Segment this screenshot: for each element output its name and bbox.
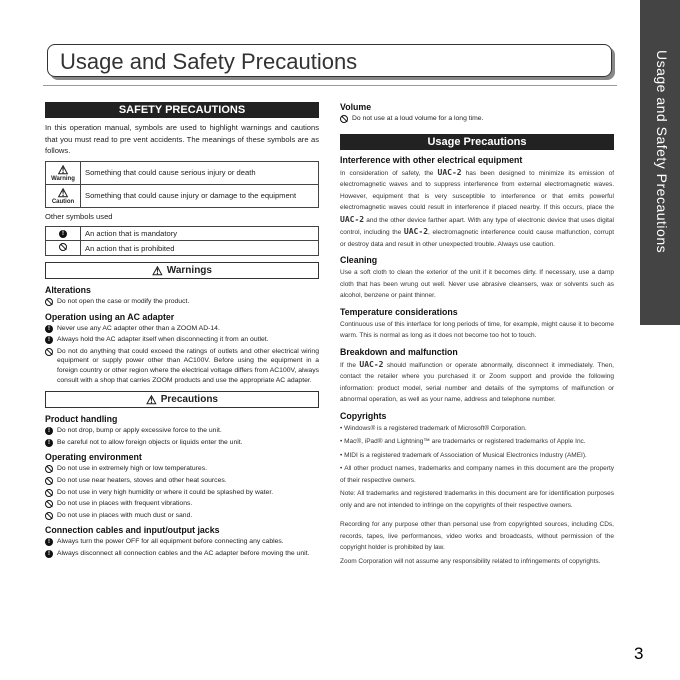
prohibited-icon: [59, 243, 67, 251]
list-item-text: Do not open the case or modify the product.: [57, 298, 190, 305]
prohibited-icon: [45, 489, 53, 497]
mandatory-icon: !: [45, 550, 53, 558]
warning-caution-table: [45, 161, 319, 208]
volume-heading: Volume: [340, 102, 372, 112]
breakdown-heading: Breakdown and malfunction: [340, 346, 458, 357]
cleaning-text: Use a soft cloth to clean the exterior of the unit if it becomes dirty. If necessary, use a damp cloth that has been wrung out well. Never use abrasive cleansers, wax or solvents such as alcohol, benzene or paint thinner.: [340, 269, 614, 300]
page-title: Usage and Safety Precautions: [60, 49, 358, 74]
interference-text: In consideration of safety, the UAC-2 has been designed to minimize its emission of electromagnetic waves and to suppress interference from external electromagnetic waves. However, equipment that is very susceptible to interference or that emits powerful electromagnetic waves could result in interference if placed nearby. If this occurs, place the UAC-2 and the other device farther apart. With any type of electronic device that uses digital control, including the UAC-2, electromagnetic interference could cause malfunction, corrupt or destroy data and result in other unexpected trouble. Always use caution.: [340, 167, 615, 248]
product-handling-heading: Product handling: [45, 414, 118, 425]
mandatory-icon: !: [45, 439, 53, 447]
other-symbols-label: Other symbols used: [45, 211, 113, 221]
copyright-item: • Windows® is a registered trademark of Microsoft® Corporation.: [340, 424, 527, 432]
model-name: UAC-2: [437, 167, 462, 177]
list-item-text: Do not use at a loud volume for a long time.: [352, 115, 484, 122]
list-item: [45, 537, 319, 547]
copyright-note: Note: All trademarks and registered trademarks in this document are for identification purposes only and are not intended to infringe on the copyrights of their respective owners.: [340, 490, 614, 509]
prohibited-icon: [45, 465, 53, 473]
mandatory-icon: !: [59, 230, 67, 238]
list-item-text: Do not use near heaters, stoves and other heat sources.: [57, 476, 227, 484]
prohibited-icon: [45, 500, 53, 508]
copyright-liability: Zoom Corporation will not assume any responsibility related to infringements of copyrights.: [340, 557, 601, 565]
side-tab-label: Usage and Safety Precautions: [654, 50, 670, 254]
warnings-header: [45, 262, 319, 279]
warning-text: Something that could cause serious injury or death: [85, 168, 256, 177]
title-divider: [43, 85, 617, 86]
list-item: [340, 114, 614, 124]
operating-environment-heading: Operating environment: [45, 452, 142, 463]
alterations-heading: Alterations: [45, 285, 91, 295]
usage-header: Usage Precautions: [340, 134, 614, 150]
breakdown-text: If the UAC-2 should malfunction or operate abnormally, disconnect it immediately. Then, contact the retailer where you purchased it or Zoom support and provide the following information: product model, serial number and details of the symptoms of malfunction or abnormal operation, as well as your name, address and telephone number.: [340, 359, 614, 404]
list-item: [45, 549, 319, 559]
precautions-header-label: Precautions: [160, 394, 218, 406]
safety-header: SAFETY PRECAUTIONS: [45, 102, 319, 118]
list-item-text: Do not drop, bump or apply excessive force to the unit.: [57, 427, 222, 435]
list-item-text: Never use any AC adapter other than a ZOOM AD-14.: [57, 324, 220, 332]
temperature-heading: Temperature considerations: [340, 306, 458, 317]
copyright-item: • MIDI is a registered trademark of Association of Musical Electronics Industry (AMEI).: [340, 451, 587, 459]
list-item: [45, 499, 319, 509]
copyright-item: • Mac®, iPad® and Lightning™ are trademarks or registered trademarks of Apple Inc.: [340, 438, 586, 446]
precautions-header: [45, 391, 319, 408]
mandatory-icon: !: [45, 427, 53, 435]
list-item: [45, 511, 319, 521]
list-item-text: Always disconnect all connection cables and the AC adapter before moving the unit.: [57, 549, 310, 557]
model-name: UAC-2: [403, 227, 429, 237]
warning-label: Warning: [51, 175, 75, 182]
prohibited-icon: [45, 298, 53, 306]
list-item-text: Do not use in extremely high or low temperatures.: [57, 465, 207, 473]
prohibited-icon: [45, 477, 53, 485]
precautions-triangle-icon: ⚠: [145, 392, 157, 407]
cleaning-heading: Cleaning: [340, 255, 378, 266]
list-item-text: Always turn the power OFF for all equipment before connecting any cables.: [57, 538, 284, 546]
caution-triangle-icon: ⚠: [57, 185, 69, 200]
page-number: 3: [634, 644, 644, 663]
list-item: [45, 476, 319, 486]
right-column: [340, 102, 614, 569]
list-item-text: Do not use in places with much dust or sand.: [57, 511, 193, 519]
ac-adapter-heading: Operation using an AC adapter: [45, 311, 175, 322]
list-item: [45, 324, 319, 334]
other-symbols-table: [45, 226, 319, 256]
prohibited-icon: [340, 115, 348, 123]
interference-heading: Interference with other electrical equipment: [340, 154, 523, 165]
mandatory-icon: !: [45, 336, 53, 344]
list-item-text: Do not use in places with frequent vibrations.: [57, 500, 193, 508]
warning-triangle-icon: ⚠: [57, 162, 69, 177]
list-item-text: Do not use in very high humidity or where it could be splashed by water.: [57, 488, 274, 496]
caution-text: Something that could cause injury or damage to the equipment: [81, 184, 319, 207]
prohibited-text: An action that is prohibited: [81, 241, 319, 256]
prohibited-icon: [45, 512, 53, 520]
copyright-item: • All other product names, trademarks and company names in this document are the property of their respective owners.: [340, 465, 614, 484]
list-item: [45, 488, 319, 498]
model-name: UAC-2: [359, 359, 384, 369]
temperature-text: Continuous use of this interface for long periods of time, for example, might cause it to become warm. This is normal as long as it does not become too hot to touch.: [340, 320, 614, 340]
list-item: [45, 438, 319, 448]
model-name: UAC-2: [340, 214, 365, 224]
warnings-triangle-icon: ⚠: [152, 263, 163, 278]
caution-label: Caution: [51, 198, 75, 205]
cables-heading: Connection cables and input/output jacks: [45, 525, 220, 536]
list-item: [45, 347, 319, 385]
copyrights-heading: Copyrights: [340, 410, 387, 421]
copyright-recording: Recording for any purpose other than personal use from copyrighted sources, including CDs, records, tapes, live performances, video works and broadcasts, without permission of the copyright holder is prohibited by law.: [340, 521, 614, 552]
caution-symbol: [46, 184, 81, 207]
list-item-text: Always hold the AC adapter itself when disconnecting it from an outlet.: [57, 336, 269, 344]
list-item: [45, 297, 319, 307]
list-item-text: Do not do anything that could exceed the ratings of outlets and other electrical wiring equipment or supply power other than AC100V. Before using the equipment in a foreign country or other region where the electrical voltage differs from AC100V, always consult with a shop that carries ZOOM products and use the appropriate AC adapter.: [57, 347, 319, 384]
prohibited-icon: [45, 348, 53, 356]
warnings-header-label: Warnings: [166, 265, 212, 276]
mandatory-icon: !: [45, 325, 53, 333]
list-item: [45, 426, 319, 436]
list-item: [45, 335, 319, 345]
warning-symbol: [46, 161, 81, 184]
list-item: [45, 464, 319, 474]
left-column: [45, 102, 319, 561]
page-title-box: [47, 44, 612, 77]
mandatory-text: An action that is mandatory: [85, 229, 178, 238]
intro-text: In this operation manual, symbols are used to highlight warnings and cautions that you must read to pre vent accidents. The meanings of these symbols are as follows.: [45, 123, 319, 155]
list-item-text: Be careful not to allow foreign objects or liquids enter the unit.: [57, 438, 243, 446]
mandatory-icon: !: [45, 538, 53, 546]
